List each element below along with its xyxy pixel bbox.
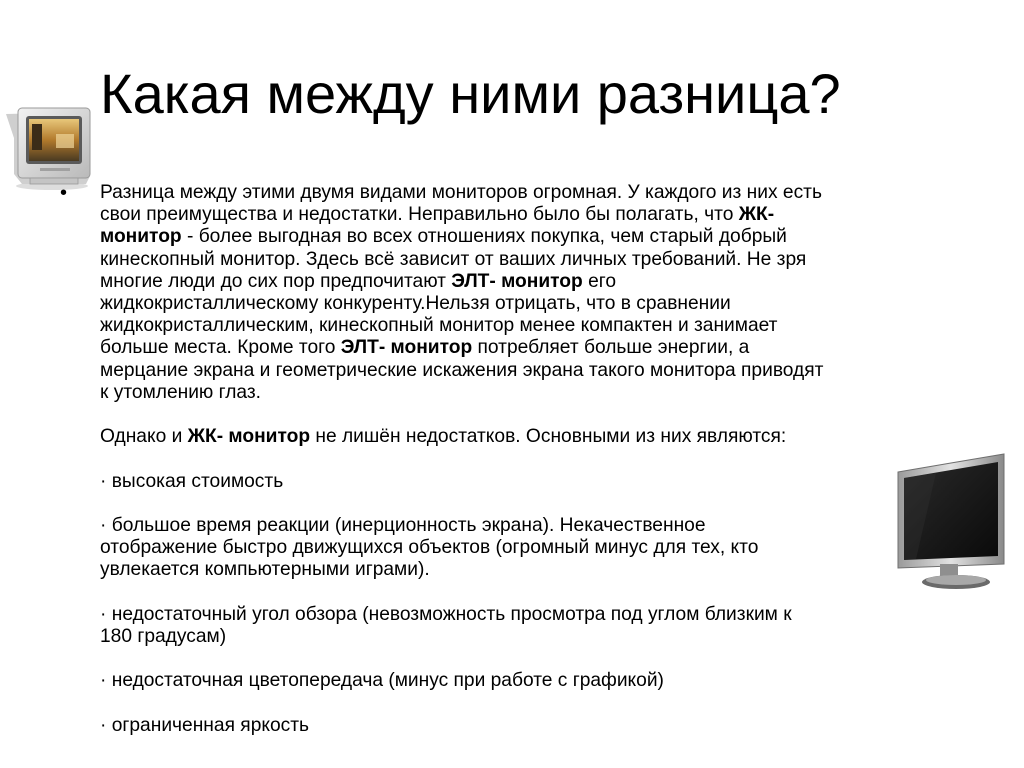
list-item-cost: · высокая стоимость (100, 470, 284, 492)
term-crt: ЭЛТ- монитор (451, 270, 583, 292)
paragraph-comparison (100, 182, 970, 404)
paragraph-drawbacks-intro (100, 426, 970, 448)
term-lcd: ЖК- (738, 204, 775, 226)
text-line: монитор - более выгодная во всех отношениях покупка, чем старый добрый (100, 226, 787, 248)
text-line: Разница между этими двумя видами мониторов огромная. У каждого из них есть (100, 182, 822, 203)
text-line: жидкокристаллическому конкуренту.Нельзя отрицать, что в сравнении (100, 293, 731, 315)
term-crt: ЭЛТ- монитор (340, 337, 473, 359)
list-item-response-time: · большое время реакции (инерционность экрана). Некачественное отображение быстро движущихся объектов (огромный минус для тех, кто увлекается компьютерными играми). (100, 515, 759, 581)
crt-monitor-icon (0, 104, 96, 190)
text-line: Однако и ЖК- монитор не лишён недостатков. Основными из них являются: (100, 426, 787, 448)
text-line: многие люди до сих пор предпочитают ЭЛТ- монитор его (100, 270, 616, 292)
term-lcd: монитор (100, 226, 182, 248)
slide-body (100, 182, 970, 737)
list-item-color: · недостаточная цветопередача (минус при работе с графикой) (100, 670, 664, 692)
list-item-viewing-angle: · недостаточный угол обзора (невозможность просмотра под углом близким к 180 градусам) (100, 603, 792, 647)
term-lcd: ЖК- монитор (187, 426, 311, 448)
text-line: мерцание экрана и геометрические искажения экрана такого монитора приводят (100, 359, 824, 381)
text-line: больше места. Кроме того ЭЛТ- монитор потребляет больше энергии, а (100, 337, 750, 359)
lcd-monitor-icon (896, 452, 1006, 592)
text-line: кинескопный монитор. Здесь всё зависит от ваших личных требований. Не зря (100, 248, 807, 270)
bullet-marker: • (60, 182, 68, 204)
text-line: к утомлению глаз. (100, 381, 262, 403)
list-item-brightness: · ограниченная яркость (100, 714, 310, 736)
text-line: свои преимущества и недостатки. Неправильно было бы полагать, что ЖК- (100, 204, 775, 226)
text-line: жидкокристаллическим, кинескопный монитор менее компактен и занимает (100, 315, 778, 337)
slide-title: Какая между ними разница? (100, 62, 841, 125)
